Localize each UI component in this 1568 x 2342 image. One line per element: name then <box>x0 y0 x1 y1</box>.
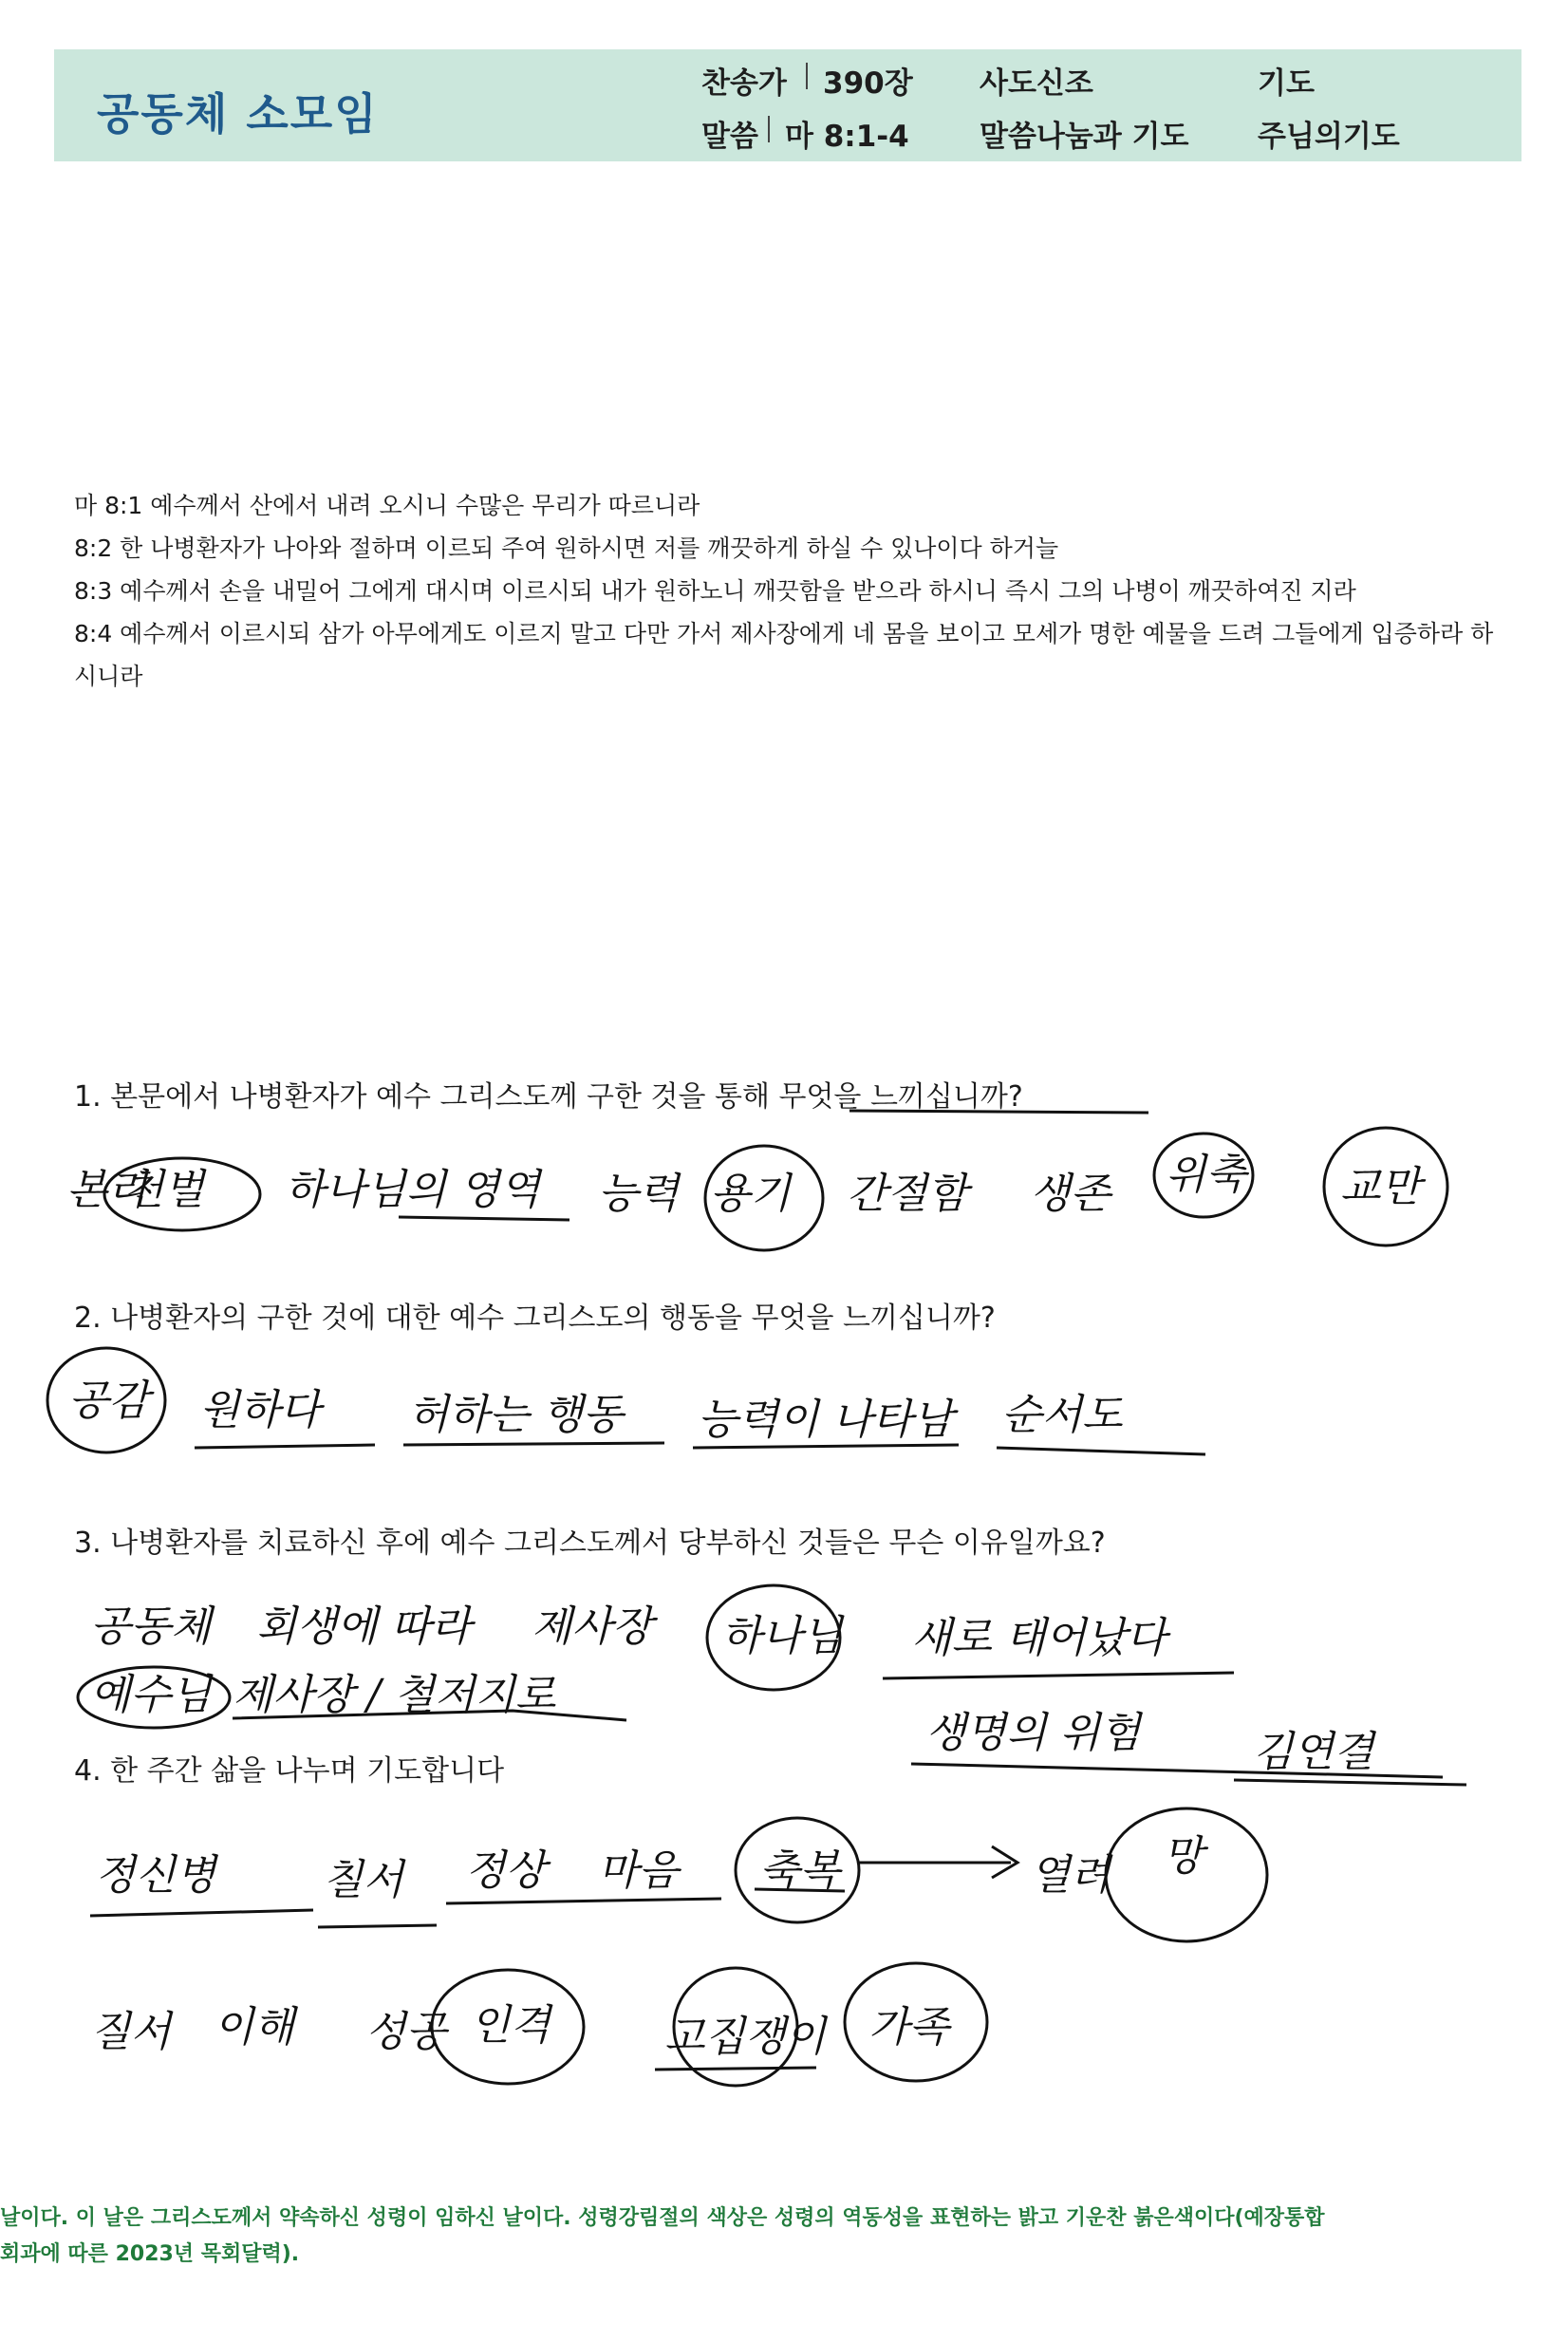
footer-line: 날이다. 이 날은 그리스도께서 약속하신 성령이 임하신 날이다. 성령강림절의 색상은 성령의 역동성을 표현하는 밝고 기운찬 붉은색이다(예장통합 <box>0 2206 1325 2230</box>
answer-note: 위축 <box>1166 1151 1247 1199</box>
answer-note: 열려 <box>1030 1851 1111 1900</box>
answer-note: 교만 <box>1340 1163 1422 1211</box>
answer-note: 예수님 <box>90 1671 212 1719</box>
answer-note: 질서 <box>90 2008 172 2056</box>
ink-underline <box>403 1443 664 1445</box>
hymn-label: 찬송가 <box>701 66 787 101</box>
answer-note: 하나님의 영역 <box>285 1166 541 1214</box>
ink-underline <box>446 1899 721 1903</box>
ink-underline <box>997 1448 1205 1454</box>
answer-note: 이해 <box>214 2003 295 2052</box>
prayer-item: 기도 <box>1258 66 1315 101</box>
answer-note: 원하다 <box>199 1386 321 1434</box>
footer-line: 회과에 따른 2023년 목회달력). <box>0 2242 300 2266</box>
answer-note: 제사장 / 철저지로 <box>233 1671 556 1719</box>
ink-arrow <box>859 1846 1017 1878</box>
answer-note: 마음 <box>598 1846 680 1895</box>
answer-note: 순서도 <box>1001 1391 1123 1439</box>
hymn-value: 390장 <box>823 66 913 101</box>
answer-note: 정상 <box>465 1846 547 1895</box>
ink-underline <box>318 1925 437 1927</box>
answer-note: 망 <box>1163 1832 1204 1881</box>
word-label: 말씀 <box>701 120 758 154</box>
ink-underline <box>195 1445 375 1448</box>
answer-note: 성공 <box>365 2008 447 2056</box>
ink-underline <box>1234 1780 1466 1785</box>
answer-note: 고집쟁이 <box>664 2013 827 2061</box>
answer-note: 간절함 <box>847 1170 968 1218</box>
answer-note: 제사장 <box>532 1602 653 1651</box>
verse: 마 8:1 예수께서 산에서 내려 오시니 수많은 무리가 따르니라 <box>74 492 700 519</box>
answer-note: 축복 <box>759 1846 841 1895</box>
answer-note: 본리 <box>66 1166 148 1214</box>
verse: 8:2 한 나병환자가 나아와 절하며 이르되 주여 원하시면 저를 깨끗하게 하실 수 있나이다 하거늘 <box>74 534 1059 562</box>
verse: 8:3 예수께서 손을 내밀어 그에게 대시며 이르시되 내가 원하노니 깨끗함을 받으라 하시니 즉시 그의 나병이 깨끗하여진 지라 <box>74 577 1356 605</box>
page-title: 공동체 소모임 <box>97 88 379 140</box>
question-1: 1. 본문에서 나병환자가 예수 그리스도께 구한 것을 통해 무엇을 느끼십니까? <box>74 1080 1023 1114</box>
verse: 8:4 예수께서 이르시되 삼가 아무에게도 이르지 말고 다만 가서 제사장에게 네 몸을 보이고 모세가 명한 예물을 드려 그들에게 입증하라 하시니라 <box>74 620 1494 690</box>
answer-note: 허하는 행동 <box>408 1391 624 1439</box>
answer-note: 회생에 따라 <box>256 1602 472 1651</box>
answer-note: 하나님 <box>721 1612 843 1660</box>
answer-note: 능력이 나타남 <box>698 1396 954 1444</box>
answer-note: 정신병 <box>95 1851 216 1900</box>
sharing-item: 말씀나눔과 기도 <box>980 120 1189 154</box>
ink-underline <box>655 2068 816 2070</box>
answer-note: 천벌 <box>123 1166 205 1214</box>
answer-note: 새로 태어났다 <box>911 1614 1167 1662</box>
word-value: 마 8:1-4 <box>785 120 909 154</box>
ink-underline <box>90 1910 313 1916</box>
answer-note: 공동체 <box>90 1602 212 1651</box>
creed-item: 사도신조 <box>980 66 1093 101</box>
answer-note: 능력 <box>598 1170 680 1218</box>
ink-underline <box>399 1217 569 1220</box>
question-4: 4. 한 주간 삶을 나누며 기도합니다 <box>74 1754 505 1788</box>
answer-note: 용기 <box>710 1170 792 1218</box>
ink-underline <box>849 1111 1148 1113</box>
question-2: 2. 나병환자의 구한 것에 대한 예수 그리스도의 행동을 무엇을 느끼십니까? <box>74 1302 996 1335</box>
answer-note: 공감 <box>68 1377 150 1425</box>
ink-underline <box>693 1445 959 1448</box>
answer-note: 인격 <box>470 2001 551 2050</box>
ink-underline <box>883 1673 1234 1678</box>
answer-note: 생명의 위험 <box>925 1709 1141 1757</box>
footer-note <box>0 2201 1519 2273</box>
answer-note: 가족 <box>868 2003 950 2052</box>
answer-note: 김연결 <box>1253 1728 1374 1776</box>
question-3: 3. 나병환자를 치료하신 후에 예수 그리스도께서 당부하신 것들은 무슨 이유일까요? <box>74 1527 1106 1560</box>
answer-note: 칠서 <box>323 1856 404 1904</box>
answer-note: 생존 <box>1030 1170 1111 1218</box>
lords-prayer-item: 주님의기도 <box>1258 120 1400 154</box>
